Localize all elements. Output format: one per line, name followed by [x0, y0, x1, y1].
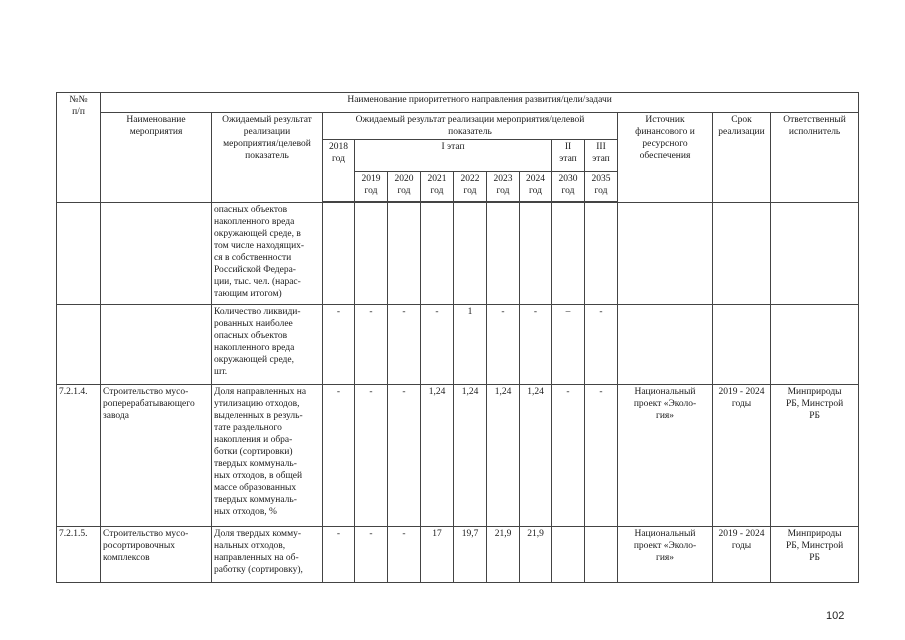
row-value: [552, 527, 585, 583]
row-value: -: [421, 305, 454, 385]
header-year-2035: 2035 год: [585, 172, 618, 202]
header-year-2030: 2030 год: [552, 172, 585, 202]
row-value: 19,7: [454, 527, 487, 583]
row-value: 1,24: [520, 385, 552, 527]
row-value: -: [388, 527, 421, 583]
row-event: [101, 305, 212, 385]
table-row: [57, 305, 859, 385]
header-stage-3: III этап: [585, 140, 618, 172]
row-indicator: Доля твердых комму- нальных отходов, направленных на об- работку (сортировку),: [212, 527, 323, 583]
row-responsible: [771, 203, 859, 305]
row-value: 1,24: [454, 385, 487, 527]
header-term: Срок реализации: [713, 113, 771, 203]
row-term: 2019 - 2024 годы: [713, 385, 771, 527]
row-event: [101, 203, 212, 305]
row-value: [323, 203, 355, 305]
row-source: Национальный проект «Эколо- гия»: [618, 385, 713, 527]
row-value: [355, 203, 388, 305]
table-row: [57, 203, 859, 305]
row-value: -: [585, 305, 618, 385]
row-event: Строительство мусо- росортировочных комплексов: [101, 527, 212, 583]
row-value: [421, 203, 454, 305]
row-value: -: [520, 305, 552, 385]
page-number: 102: [826, 610, 845, 622]
row-num: [57, 305, 101, 385]
header-year-2021: 2021 год: [421, 172, 454, 202]
row-value: 1,24: [421, 385, 454, 527]
row-num: 7.2.1.5.: [57, 527, 101, 583]
row-indicator: Доля направленных на утилизацию отходов, выделенных в резуль- тате раздельного накопления и обра- ботки (сортировки) твердых коммуналь- ных отходов, в общей массе образованных твердых коммуналь- ных отходов, %: [212, 385, 323, 527]
row-value: -: [323, 385, 355, 527]
row-value: [585, 203, 618, 305]
row-value: 1,24: [487, 385, 520, 527]
row-term: 2019 - 2024 годы: [713, 527, 771, 583]
row-value: 21,9: [520, 527, 552, 583]
row-value: [388, 203, 421, 305]
row-value: 17: [421, 527, 454, 583]
row-value: -: [388, 385, 421, 527]
header-year-2020: 2020 год: [388, 172, 421, 202]
table-row: [57, 527, 859, 583]
row-num: [57, 203, 101, 305]
row-value: -: [487, 305, 520, 385]
row-value: -: [355, 527, 388, 583]
row-value: [585, 527, 618, 583]
row-value: [552, 203, 585, 305]
header-year-2023: 2023 год: [487, 172, 520, 202]
header-source: Источник финансового и ресурсного обеспечения: [618, 113, 713, 203]
table-row: [57, 385, 859, 527]
header-year-2019: 2019 год: [355, 172, 388, 202]
row-value: -: [323, 305, 355, 385]
row-value: -: [585, 385, 618, 527]
row-event: Строительство мусо- роперерабатывающего завода: [101, 385, 212, 527]
row-term: [713, 203, 771, 305]
row-num: 7.2.1.4.: [57, 385, 101, 527]
header-stage-1: I этап: [355, 140, 552, 172]
row-term: [713, 305, 771, 385]
header-event-name: Наименование мероприятия: [101, 113, 212, 203]
header-year-2022: 2022 год: [454, 172, 487, 202]
row-value: -: [355, 385, 388, 527]
row-source: [618, 203, 713, 305]
row-indicator: опасных объектов накопленного вреда окружающей среде, в том числе находящих- ся в собственности Российской Федера- ции, тыс. чел. (нарас- тающим итогом): [212, 203, 323, 305]
row-responsible: Минприроды РБ, Минстрой РБ: [771, 527, 859, 583]
row-value: [454, 203, 487, 305]
header-priority: Наименование приоритетного направления развития/цели/задачи: [101, 93, 859, 113]
header-year-2018: 2018 год: [323, 140, 355, 202]
header-responsible: Ответственный исполнитель: [771, 113, 859, 203]
row-responsible: [771, 305, 859, 385]
row-value: -: [552, 385, 585, 527]
row-responsible: Минприроды РБ, Минстрой РБ: [771, 385, 859, 527]
row-source: [618, 305, 713, 385]
row-value: -: [388, 305, 421, 385]
header-expected-result: Ожидаемый результат реализации мероприятия/целевой показатель: [212, 113, 323, 203]
row-value: [520, 203, 552, 305]
header-expected-group: Ожидаемый результат реализации мероприятия/целевой показатель: [323, 113, 618, 140]
header-year-2024: 2024 год: [520, 172, 552, 202]
header-stage-2: II этап: [552, 140, 585, 172]
row-value: -: [355, 305, 388, 385]
row-value: –: [552, 305, 585, 385]
row-value: -: [323, 527, 355, 583]
row-indicator: Количество ликвиди- рованных наиболее опасных объектов накопленного вреда окружающей среде, шт.: [212, 305, 323, 385]
row-value: [487, 203, 520, 305]
row-source: Национальный проект «Эколо- гия»: [618, 527, 713, 583]
row-value: 21,9: [487, 527, 520, 583]
row-value: 1: [454, 305, 487, 385]
header-num: №№ п/п: [57, 93, 101, 203]
program-table: [56, 92, 859, 583]
